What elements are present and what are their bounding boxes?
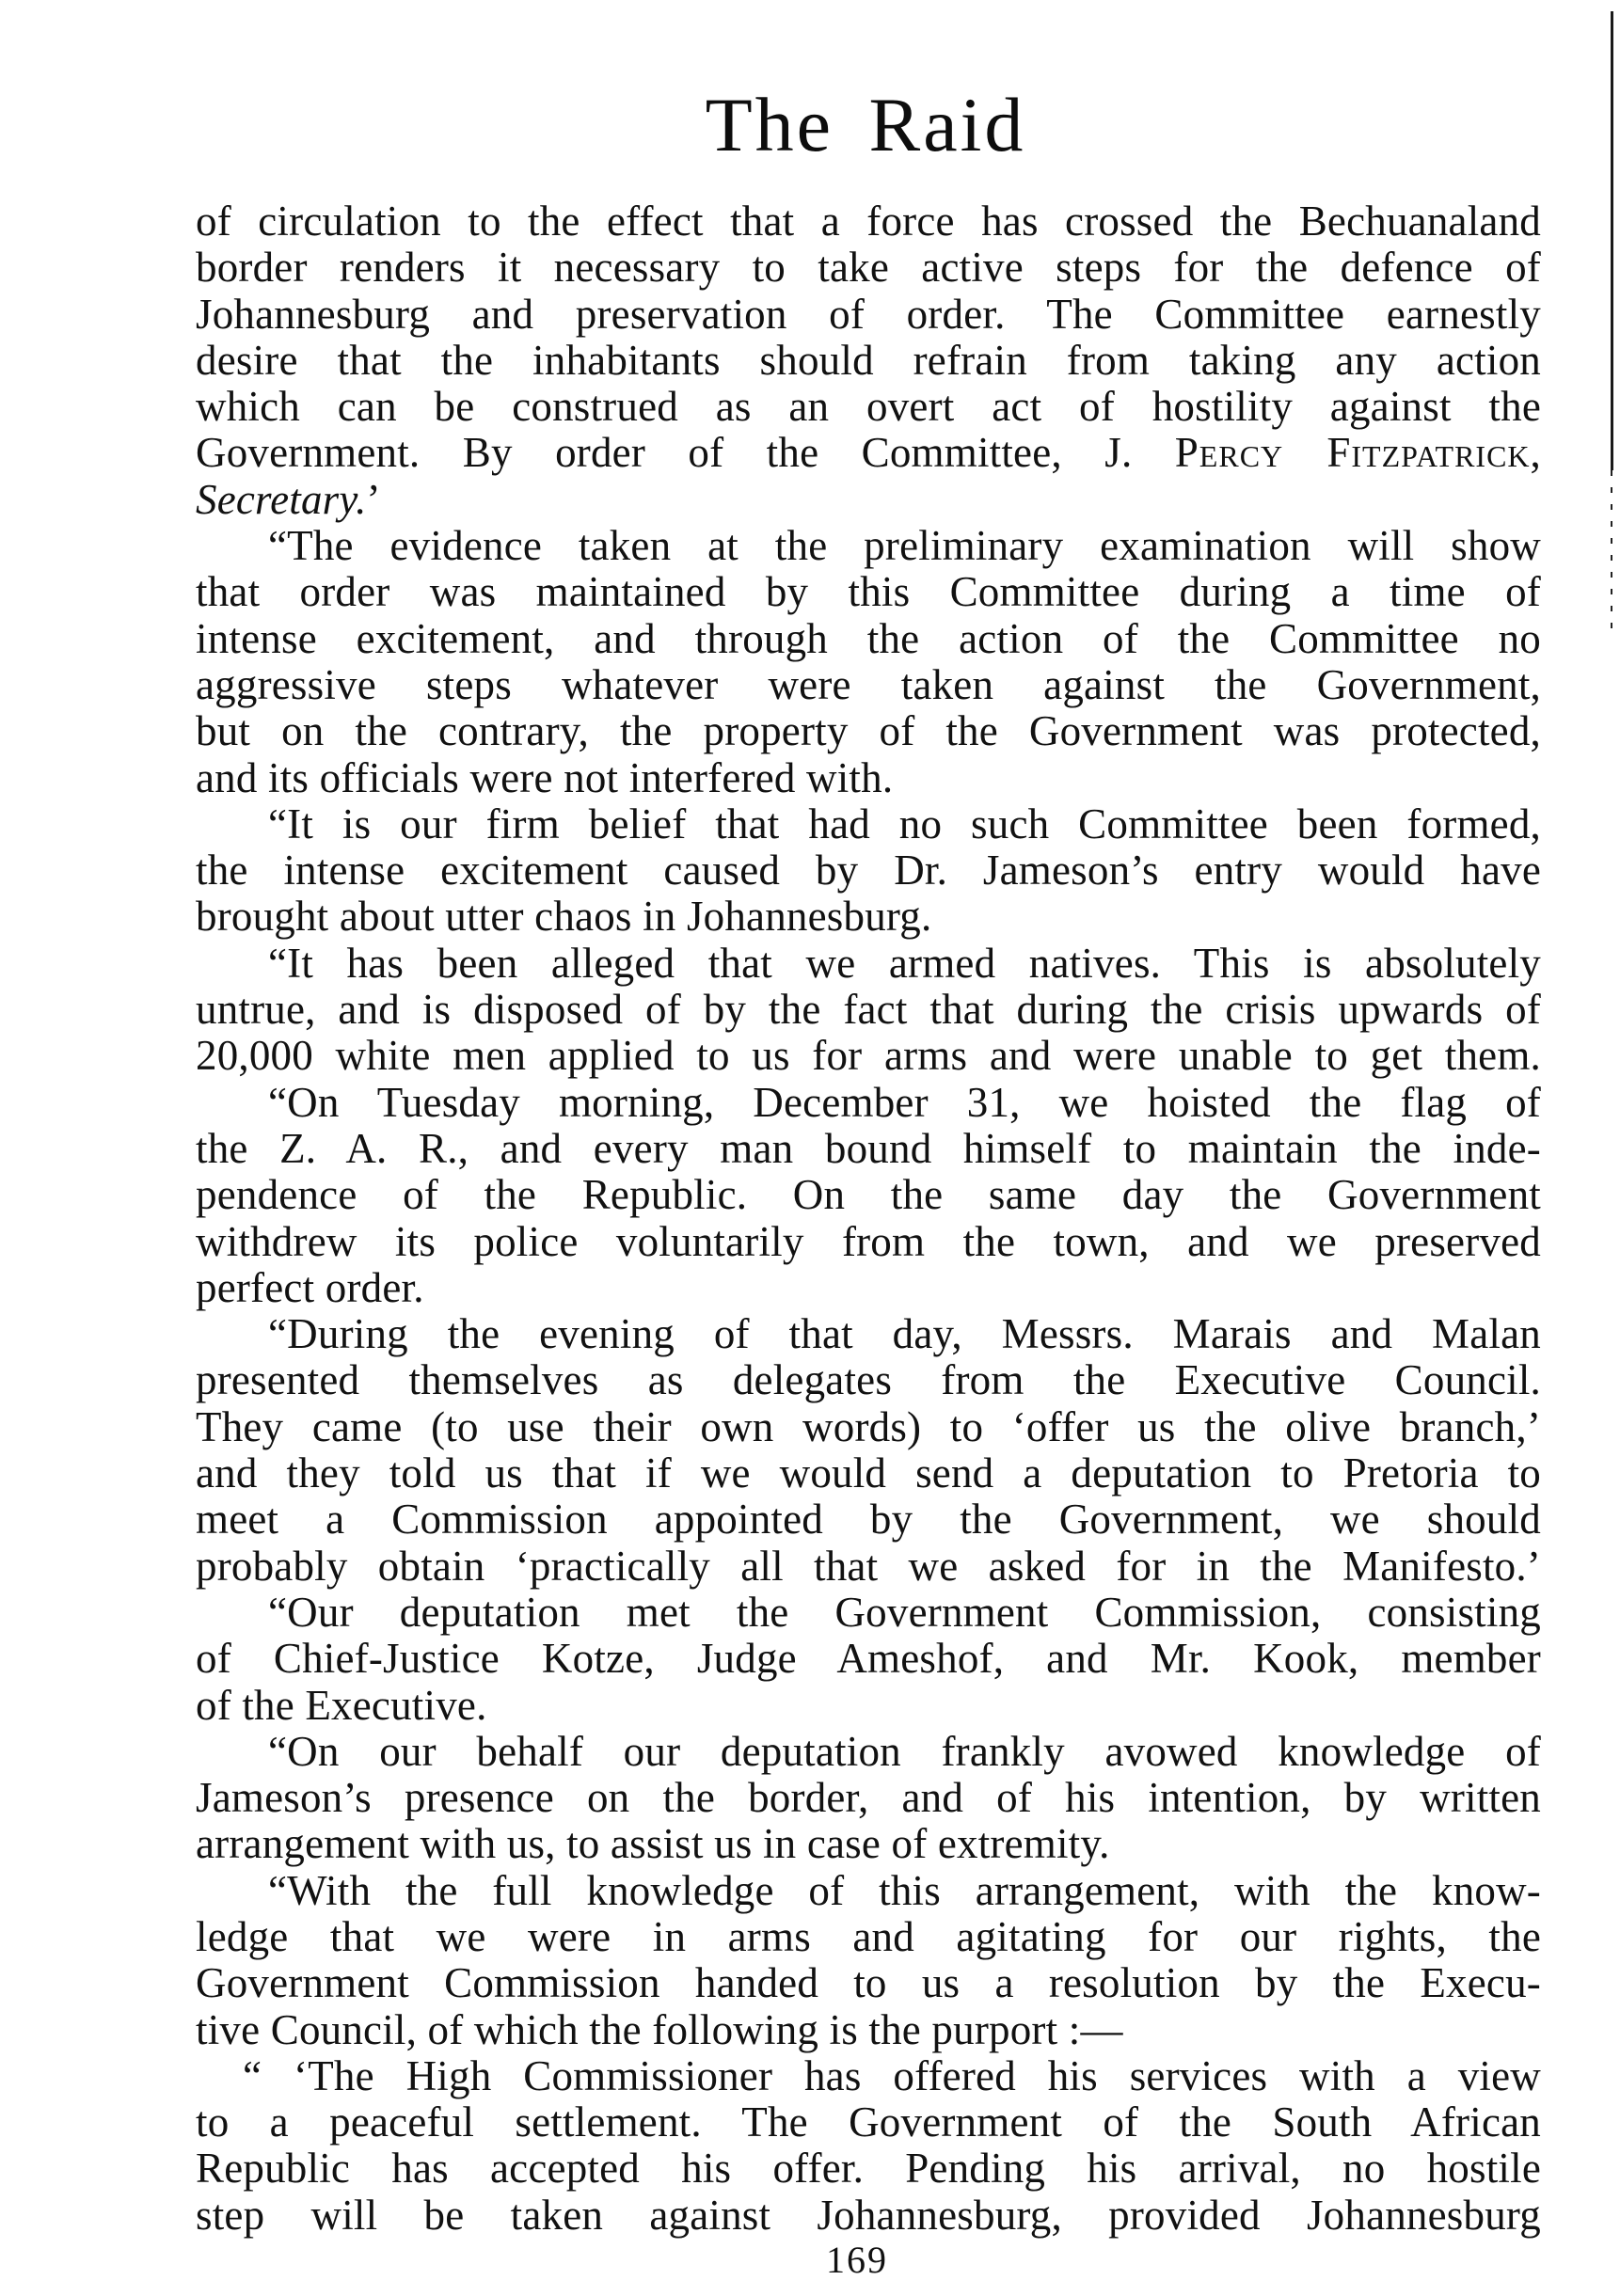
text-line: of circulation to the effect that a force has crossed the Bechuanaland [196, 198, 1541, 245]
page-edge-rule [1611, 11, 1613, 470]
page-number: 169 [826, 2239, 888, 2281]
text-line: to a peaceful settlement. The Government of the South African [196, 2098, 1541, 2146]
text-line: Republic has accepted his offer. Pending his arrival, no hostile [196, 2145, 1541, 2193]
paragraph-first-line: “On our behalf our deputation frankly avowed knowledge of [268, 1727, 1541, 1775]
text-line: withdrew its police voluntarily from the town, and we preserved [196, 1217, 1541, 1265]
paragraph-first-line: “ ‘The High Commissioner has offered his services with a view [243, 2051, 1541, 2099]
text-line: ledge that we were in arms and agitating for our rights, the [196, 1912, 1541, 1960]
running-header-title: The Raid [705, 82, 1026, 167]
signatory-name: Percy Fitzpatrick [1174, 429, 1531, 477]
paragraph-first-line: “Our deputation met the Government Commission, consisting [268, 1588, 1541, 1636]
paragraph-first-line: “On Tuesday morning, December 31, we hoisted the flag of [268, 1078, 1541, 1126]
text-line: Jameson’s presence on the border, and of his intention, by written [196, 1774, 1541, 1822]
paragraph-first-line: “During the evening of that day, Messrs. Marais and Malan [268, 1310, 1541, 1358]
text-line: presented themselves as delegates from the Executive Council. [196, 1356, 1541, 1404]
text-line: untrue, and is disposed of by the fact that during the crisis upwards of [196, 986, 1541, 1034]
text-line: but on the contrary, the property of the Government was protected, [196, 707, 1541, 755]
text-line: of the Executive. [196, 1681, 487, 1729]
text-line: Government. By order of the Committee, J. Percy Fitzpatrick, [196, 429, 1541, 477]
text-line: and its officials were not interfered with. [196, 753, 894, 801]
text-line: Secretary.’ [196, 475, 381, 523]
paragraph-first-line: “It is our firm belief that had no such Committee been formed, [268, 800, 1541, 847]
signature-prefix: Government. By order of the Committee, J. [196, 429, 1175, 477]
body-text [196, 198, 1541, 2238]
text-line: Johannesburg and preservation of order. The Committee earnestly [196, 290, 1541, 338]
text-line: that order was maintained by this Committee during a time of [196, 568, 1541, 616]
text-line: pendence of the Republic. On the same day the Government [196, 1171, 1541, 1219]
text-line: perfect order. [196, 1263, 424, 1311]
text-line: tive Council, of which the following is the purport :— [196, 2005, 1123, 2053]
text-line: border renders it necessary to take active steps for the defence of [196, 244, 1541, 292]
text-line: intense excitement, and through the action of the Committee no [196, 614, 1541, 662]
text-line: desire that the inhabitants should refrain from taking any action [196, 336, 1541, 384]
text-line: probably obtain ‘practically all that we asked for in the Manifesto.’ [196, 1542, 1541, 1590]
page-edge-rule-broken [1611, 470, 1612, 640]
text-line: aggressive steps whatever were taken against the Government, [196, 660, 1541, 708]
text-line: and they told us that if we would send a deputation to Pretoria to [196, 1449, 1541, 1497]
text-line: Government Commission handed to us a resolution by the Execu- [196, 1959, 1541, 2007]
paragraph-first-line: “With the full knowledge of this arrangement, with the know- [268, 1866, 1541, 1914]
text-line: step will be taken against Johannesburg, provided Johannesburg [196, 2191, 1541, 2239]
text-line: They came (to use their own words) to ‘offer us the olive branch,’ [196, 1402, 1541, 1450]
text-line: brought about utter chaos in Johannesburg. [196, 893, 932, 941]
signatory-title: Secretary. [196, 475, 367, 523]
text-line: the intense excitement caused by Dr. Jameson’s entry would have [196, 847, 1541, 895]
text-line: of Chief-Justice Kotze, Judge Ameshof, and Mr. Kook, member [196, 1635, 1541, 1683]
paragraph-first-line: “It has been alleged that we armed natives. This is absolutely [268, 939, 1541, 987]
paragraph-first-line: “The evidence taken at the preliminary examination will show [268, 522, 1541, 570]
text-line: meet a Commission appointed by the Government, we should [196, 1496, 1541, 1544]
text-line: which can be construed as an overt act of hostility against the [196, 383, 1541, 431]
text-line: the Z. A. R., and every man bound himself to maintain the inde- [196, 1124, 1541, 1172]
text-line: arrangement with us, to assist us in case of extremity. [196, 1820, 1110, 1868]
text-line: 20,000 white men applied to us for arms and were unable to get them. [196, 1032, 1541, 1080]
